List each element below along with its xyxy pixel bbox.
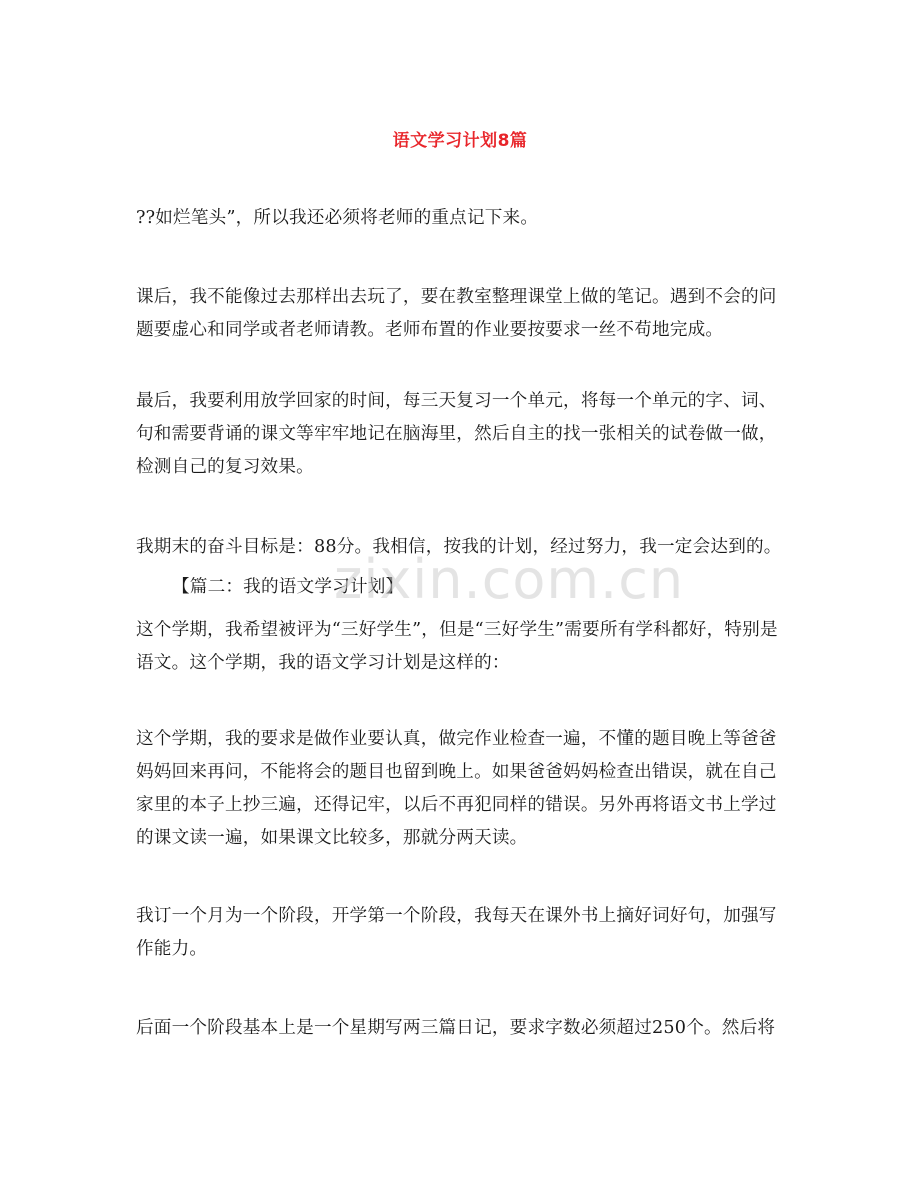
- paragraph-6: 这个学期，我的要求是做作业要认真，做完作业检查一遍，不懂的题目晚上等爸爸妈妈回来再问，不能将会的题目也留到晚上。如果爸爸妈妈检查出错误，就在自己家里的本子上抄三遍，还得记牢，以后不再犯同样的错误。另外再将语文书上学过的课文读一遍，如果课文比较多，那就分两天读。: [136, 729, 777, 848]
- paragraph-1: ??如烂笔头”，所以我还必须将老师的重点记下来。: [136, 208, 539, 228]
- watermark: zixin.com.cn: [334, 548, 685, 611]
- paragraph-7: 我订一个月为一个阶段，开学第一个阶段，我每天在课外书上摘好词好句，加强写作能力。: [136, 906, 777, 959]
- paragraph-4: 我期末的奋斗目标是：88分。我相信，按我的计划，经过努力，我一定会达到的。: [136, 537, 782, 557]
- paragraph-8: 后面一个阶段基本上是一个星期写两三篇日记，要求字数必须超过250个。然后将: [136, 1018, 776, 1038]
- section-heading: 【篇二：我的语文学习计划】: [172, 577, 404, 597]
- paragraph-2: 课后，我不能像过去那样出去玩了，要在教室整理课堂上做的笔记。遇到不会的问题要虚心和同学或者老师请教。老师布置的作业要按要求一丝不苟地完成。: [136, 287, 777, 340]
- paragraph-3: 最后，我要利用放学回家的时间，每三天复习一个单元，将每一个单元的字、词、句和需要背诵的课文等牢牢地记在脑海里，然后自主的找一张相关的试卷做一做，检测自己的复习效果。: [136, 391, 777, 477]
- document-title: 语文学习计划8篇: [392, 131, 528, 151]
- paragraph-5: 这个学期，我希望被评为“三好学生”，但是“三好学生”需要所有学科都好，特别是语文。这个学期，我的语文学习计划是这样的：: [136, 620, 778, 673]
